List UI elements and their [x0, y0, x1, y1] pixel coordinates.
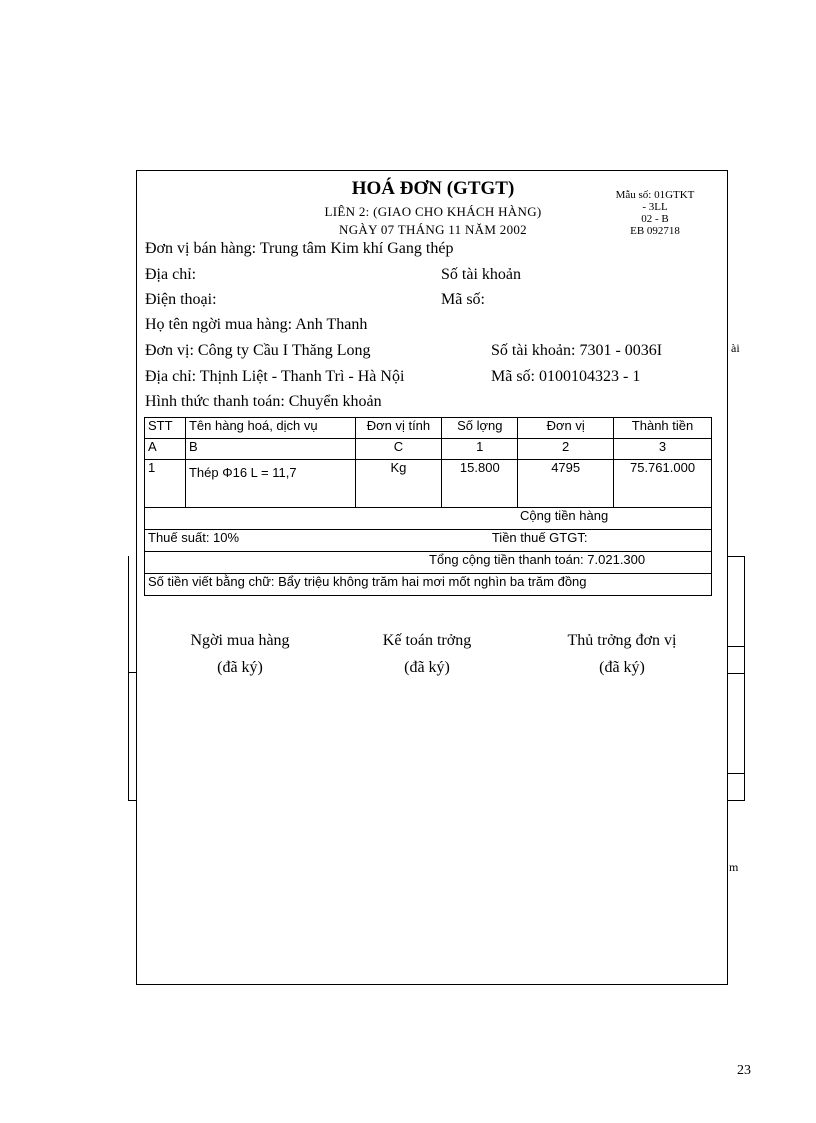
- form-number: Mẫu số: 01GTKT: [615, 189, 695, 201]
- header-cell: Thành tiền: [614, 418, 712, 439]
- tax-amount-label: Tiền thuế GTGT:: [442, 530, 712, 552]
- director-signature-title: Thủ trởng đơn vị: [567, 632, 677, 649]
- background-line: [744, 556, 745, 801]
- background-line: [728, 646, 744, 647]
- seller-unit: Đơn vị bán hàng: Trung tâm Kim khí Gang thép: [145, 240, 454, 257]
- seller-account: Số tài khoản: [441, 266, 521, 283]
- row-unit-price: 4795: [518, 460, 614, 508]
- background-text-fragment: m: [729, 860, 739, 874]
- amount-in-words-row: [145, 574, 712, 596]
- row-quantity: 15.800: [442, 460, 518, 508]
- accountant-signature-status: (đã ký): [404, 659, 450, 676]
- payment-method: Hình thức thanh toán: Chuyển khoản: [145, 393, 382, 410]
- header-cell: Tên hàng hoá, dịch vụ: [185, 418, 355, 439]
- buyer-account: Số tài khoản: 7301 - 0036I: [491, 342, 663, 359]
- row-unit: Kg: [355, 460, 442, 508]
- tax-rate: Thuế suất: 10%: [145, 530, 442, 552]
- buyer-name: Họ tên ngời mua hàng: Anh Thanh: [145, 316, 368, 333]
- total-row: [145, 552, 712, 574]
- seller-address: Địa chỉ:: [145, 266, 197, 283]
- background-line: [728, 773, 744, 774]
- accountant-signature-title: Kế toán trởng: [382, 632, 472, 649]
- background-line: [728, 556, 744, 557]
- table-code-row: [145, 439, 712, 460]
- seller-phone: Điện thoại:: [145, 291, 217, 308]
- background-line: [728, 800, 744, 801]
- background-line: [728, 673, 744, 674]
- header-cell: Đơn vị tính: [355, 418, 442, 439]
- header-cell: Số lợng: [442, 418, 518, 439]
- subtotal-label: Cộng tiền hàng: [145, 508, 712, 530]
- row-stt: 1: [145, 460, 186, 508]
- table-row: [145, 460, 712, 508]
- row-item-name: Thép Φ16 L = 11,7: [185, 460, 355, 508]
- tax-row: [145, 530, 712, 552]
- buyer-tax-code: Mã số: 0100104323 - 1: [491, 368, 641, 385]
- invoice-date: NGÀY 07 THÁNG 11 NĂM 2002: [339, 222, 527, 237]
- invoice-serial: EB 092718: [630, 225, 680, 237]
- code-cell: 2: [518, 439, 614, 460]
- code-cell: 1: [442, 439, 518, 460]
- background-line: [128, 800, 136, 801]
- amount-in-words: Số tiền viết bằng chữ: Bẩy triệu không trăm hai mơi mốt nghìn ba trăm đồng: [145, 574, 712, 596]
- buyer-signature-status: (đã ký): [217, 659, 263, 676]
- code-cell: 3: [614, 439, 712, 460]
- code-cell: A: [145, 439, 186, 460]
- background-line: [128, 672, 136, 673]
- invoice-title: HOÁ ĐƠN (GTGT): [351, 178, 515, 199]
- buyer-address: Địa chỉ: Thịnh Liệt - Thanh Trì - Hà Nội: [145, 368, 405, 385]
- code-cell: C: [355, 439, 442, 460]
- grand-total: Tổng cộng tiền thanh toán: 7.021.300: [145, 552, 712, 574]
- director-signature-status: (đã ký): [599, 659, 645, 676]
- buyer-signature-title: Ngời mua hàng: [190, 632, 290, 649]
- header-cell: STT: [145, 418, 186, 439]
- header-cell: Đơn vị: [518, 418, 614, 439]
- form-code: 02 - B: [641, 213, 669, 225]
- code-cell: B: [185, 439, 355, 460]
- background-line: [128, 556, 129, 801]
- subtotal-row: [145, 508, 712, 530]
- buyer-unit: Đơn vị: Công ty Cầu I Thăng Long: [145, 342, 371, 359]
- invoice-copy-line: LIÊN 2: (GIAO CHO KHÁCH HÀNG): [324, 204, 542, 219]
- background-text-fragment: ài: [731, 341, 740, 355]
- goods-table: [144, 417, 712, 596]
- seller-tax-code: Mã số:: [441, 291, 485, 308]
- form-number-line2: - 3LL: [642, 201, 668, 213]
- table-header-row: [145, 418, 712, 439]
- row-amount: 75.761.000: [614, 460, 712, 508]
- page-number: 23: [737, 1063, 751, 1078]
